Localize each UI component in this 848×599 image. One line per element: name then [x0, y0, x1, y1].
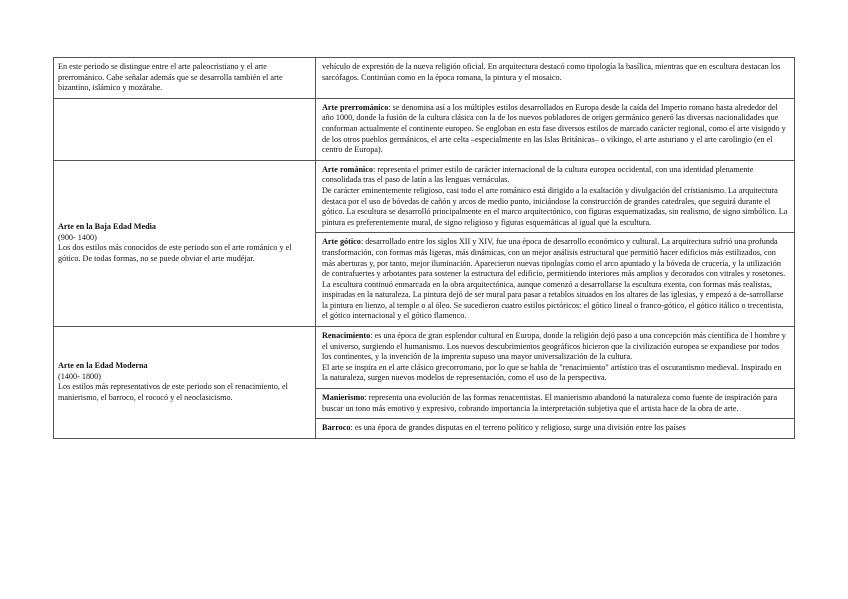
cell-text: El arte se inspira en el arte clásico grecorromano, por lo que se habla de "renacimiento" artístico tras el oscurantismo medieval. Inspirado en la naturaleza, surgen nuevos modelos de representación, como el uso de la perspectiva.	[322, 362, 782, 383]
period-dates: (1400- 1800)	[58, 371, 101, 381]
period-title: Arte en la Baja Edad Media	[58, 222, 157, 232]
period-cell-edad-moderna	[54, 327, 316, 439]
period-cell-empty	[54, 98, 316, 160]
cell-text: : representa el primer estilo de carácter internacional de la cultura europea occidental, con una identidad plenamente consolidada tras el paso de latín a las lenguas vernáculas.	[322, 164, 754, 185]
term-label: Arte gótico	[322, 237, 361, 247]
cell-text: : es una época de grandes disputas en el terreno político y religioso, surge una división entre los países	[350, 423, 686, 433]
style-cell-prerromanico	[316, 98, 795, 160]
term-label: Renacimiento	[322, 331, 371, 341]
style-cell-barroco	[316, 419, 795, 439]
cell-text: En este periodo se distingue entre el arte paleocristiano y el arte prerrománico. Cabe señalar además que se desarrolla también el arte bizantino, islámico y mozárabe.	[58, 62, 283, 93]
period-dates: (900- 1400)	[58, 232, 97, 242]
cell-text: De carácter eminentemente religioso, casi todo el arte románico está dirigido a la exaltación y divulgación del cristianismo. La arquitectura destaca por el uso de bóvedas de cañón y arcos de medio punto, iniciándose la construcción de grandes catedrales, que seguirá durante el gótico. La escultura se desarrolló principalmente en el marco arquitectónico, con figuras esquematizadas, sin realismo, de signo simbólico. La pintura es preferentemente mural, de signo religioso y figuras esquemáticas al igual que la escultura.	[322, 185, 788, 227]
term-label: Arte prerrománico	[322, 102, 389, 112]
cell-text: : desarrollado entre los siglos XII y XIV, fue una época de desarrollo económico y cultural. La arquitectura sufrió una profunda transformación, con formas más ligeras, más dinámicas, con un mejor análisis estructural que permitió hacer edificios más estilizados, con más aberturas y, por tanto, mejor iluminación. Aparecieron nuevas tipologías como el arco apuntado y la bóveda de crucería, y la utilización de contrafuertes y arbotantes para sostener la estructura del edificio, permitiendo interiores más amplios y decorados con vitrales y rosetones. La escultura continuó enmarcada en la obra arquitectónica, aunque comenzó a desarrollarse la escultura exenta, con formas más realistas, inspiradas en la naturaleza. La pintura dejó de ser mural para pasar a retablos situados en los altares de las iglesias, y empezó a de-sarrollarse la pintura en lienzo, al temple o al óleo. Se sucedieron cuatro estilos pictóricos: el gótico lineal o franco-gótico, el gótico itálico o trecentista, el gótico internacional y el gótico flamenco.	[322, 237, 786, 321]
cell-text: : es una época de gran esplendor cultural en Europa, donde la religión dejó paso a una concepción más científica de l hombre y el universo, surgiendo el humanismo. Los nuevos descubrimientos geográficos hicieron que la civilización europea se expandiese por todos los continentes, y la invención de la imprenta supuso una mayor universalización de la cultura.	[322, 331, 786, 362]
cell-text: : se denomina así a los múltiples estilos desarrollados en Europa desde la caída del Imperio romano hasta alrededor del año 1000, donde la fusión de la cultura clásica con la de los nuevos pobladores de origen germánico generó las diversas nacionalidades que conforman actualmente el continente europeo. Se engloban en esta fase diversos estilos de marcado carácter regional, como el arte visigodo y de los otros pueblos germánicos, el arte celta –especialmente en las Islas Británicas– o vikingo, el arte asturiano y el arte carolingio (en el centro de Europa).	[322, 102, 786, 155]
style-cell-gotico	[316, 233, 795, 327]
term-label: Barroco	[322, 423, 351, 433]
cell-text: Los dos estilos más conocidos de este periodo son el arte románico y el gótico. De todas formas, no se puede obviar el arte mudéjar.	[58, 243, 292, 263]
style-cell-paleocristiano	[316, 58, 795, 99]
period-cell-baja-edad-media	[54, 160, 316, 326]
style-cell-romanico	[316, 160, 795, 233]
period-cell-early	[54, 58, 316, 99]
content-table	[53, 57, 795, 439]
cell-text: : representa una evolución de las formas renacentistas. El manierismo abandonó la naturaleza como fuente de inspiración para buscar un tono más emotivo y expresivo, cobrando importancia la interpretación subjetiva que el artista hace de la obra de arte.	[322, 393, 778, 413]
period-title: Arte en la Edad Moderna	[58, 361, 148, 371]
style-cell-renacimiento	[316, 327, 795, 389]
table-row	[54, 327, 795, 389]
table-row	[54, 160, 795, 233]
term-label: Manierismo	[322, 393, 365, 403]
cell-text: vehículo de expresión de la nueva religión oficial. En arquitectura destacó como tipología la basílica, mientras que en escultura destacan los sarcófagos. Continúan como en la época romana, la pintura y el mosaico.	[322, 62, 781, 82]
table-row	[54, 98, 795, 160]
table-row	[54, 58, 795, 99]
cell-text: Los estilos más representativos de este periodo son el renacimiento, el manierismo, el barroco, el rococó y el neoclasicismo.	[58, 382, 288, 403]
style-cell-manierismo	[316, 389, 795, 419]
term-label: Arte románico	[322, 164, 374, 174]
